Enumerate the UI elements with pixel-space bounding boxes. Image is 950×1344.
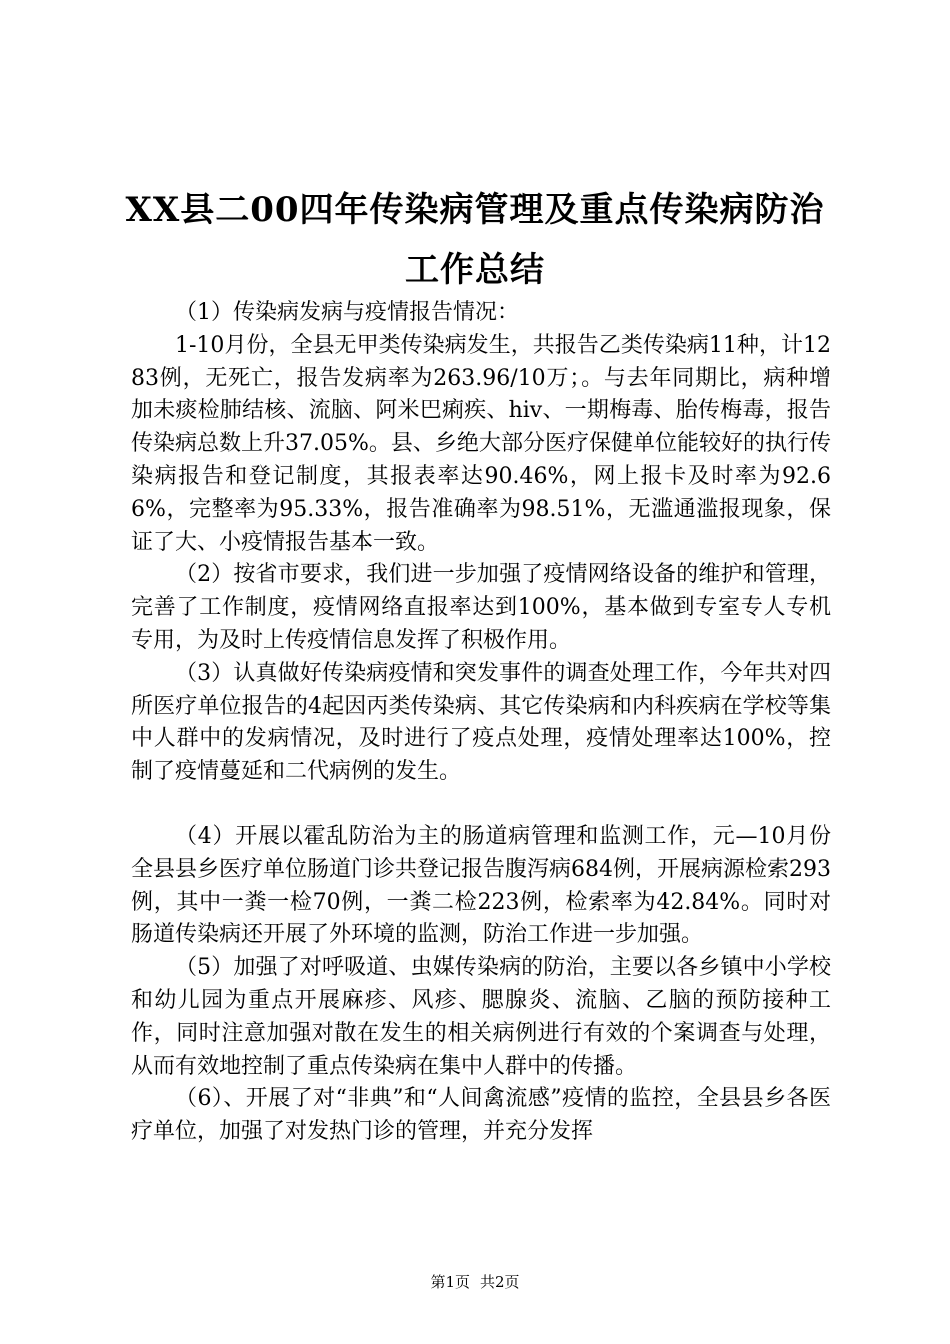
- paragraph-7: （6）、开展了对“非典”和“人间禽流感”疫情的监控，全县县乡各医疗单位，加强了对发热门诊的管理，并充分发挥: [131, 1086, 831, 1145]
- paragraph-2: 1-10月份，全县无甲类传染病发生，共报告乙类传染病11种，计1283例，无死亡，报告发病率为263.96/10万；。与去年同期比，病种增加未痰检肺结核、流脑、阿米巴痢疾、hiv、一期梅毒、胎传梅毒，报告传染病总数上升37.05%。县、乡绝大部分医疗保健单位能较好的执行传染病报告和登记制度，其报表率达90.46%，网上报卡及时率为92.66%，完整率为95.33%，报告准确率为98.51%，无滥通滥报现象，保证了大、小疫情报告基本一致。: [131, 332, 831, 555]
- paragraph-5: （4）开展以霍乱防治为主的肠道病管理和监测工作，元—10月份全县县乡医疗单位肠道门诊共登记报告腹泻病684例，开展病源检索293例，其中一粪一检70例，一粪二检223例，检索率为42.84%。同时对肠道传染病还开展了外环境的监测，防治工作进一步加强。: [131, 823, 831, 948]
- page-number-current: 第1页: [430, 1273, 470, 1291]
- document-body: [131, 297, 831, 1149]
- paragraph-4: （3）认真做好传染病疫情和突发事件的调查处理工作，今年共对四所医疗单位报告的4起因丙类传染病、其它传染病和内科疾病在学校等集中人群中的发病情况，及时进行了疫点处理，疫情处理率达100%，控制了疫情蔓延和二代病例的发生。: [131, 660, 831, 785]
- page-footer: [0, 1272, 950, 1292]
- document-title-line-2: 工作总结: [405, 250, 545, 290]
- paragraph-6: （5）加强了对呼吸道、虫媒传染病的防治，主要以各乡镇中小学校和幼儿园为重点开展麻疹、风疹、腮腺炎、流脑、乙脑的预防接种工作，同时注意加强对散在发生的相关病例进行有效的个案调查与处理，从而有效地控制了重点传染病在集中人群中的传播。: [131, 955, 831, 1079]
- paragraph-3: （2）按省市要求，我们进一步加强了疫情网络设备的维护和管理，完善了工作制度，疫情网络直报率达到100%，基本做到专室专人专机专用，为及时上传疫情信息发挥了积极作用。: [131, 562, 831, 653]
- document-title-line-1: XX县二00四年传染病管理及重点传染病防治: [125, 190, 825, 230]
- page-number-total: 共2页: [480, 1273, 520, 1291]
- paragraph-1: （1）传染病发病与疫情报告情况：: [175, 300, 519, 325]
